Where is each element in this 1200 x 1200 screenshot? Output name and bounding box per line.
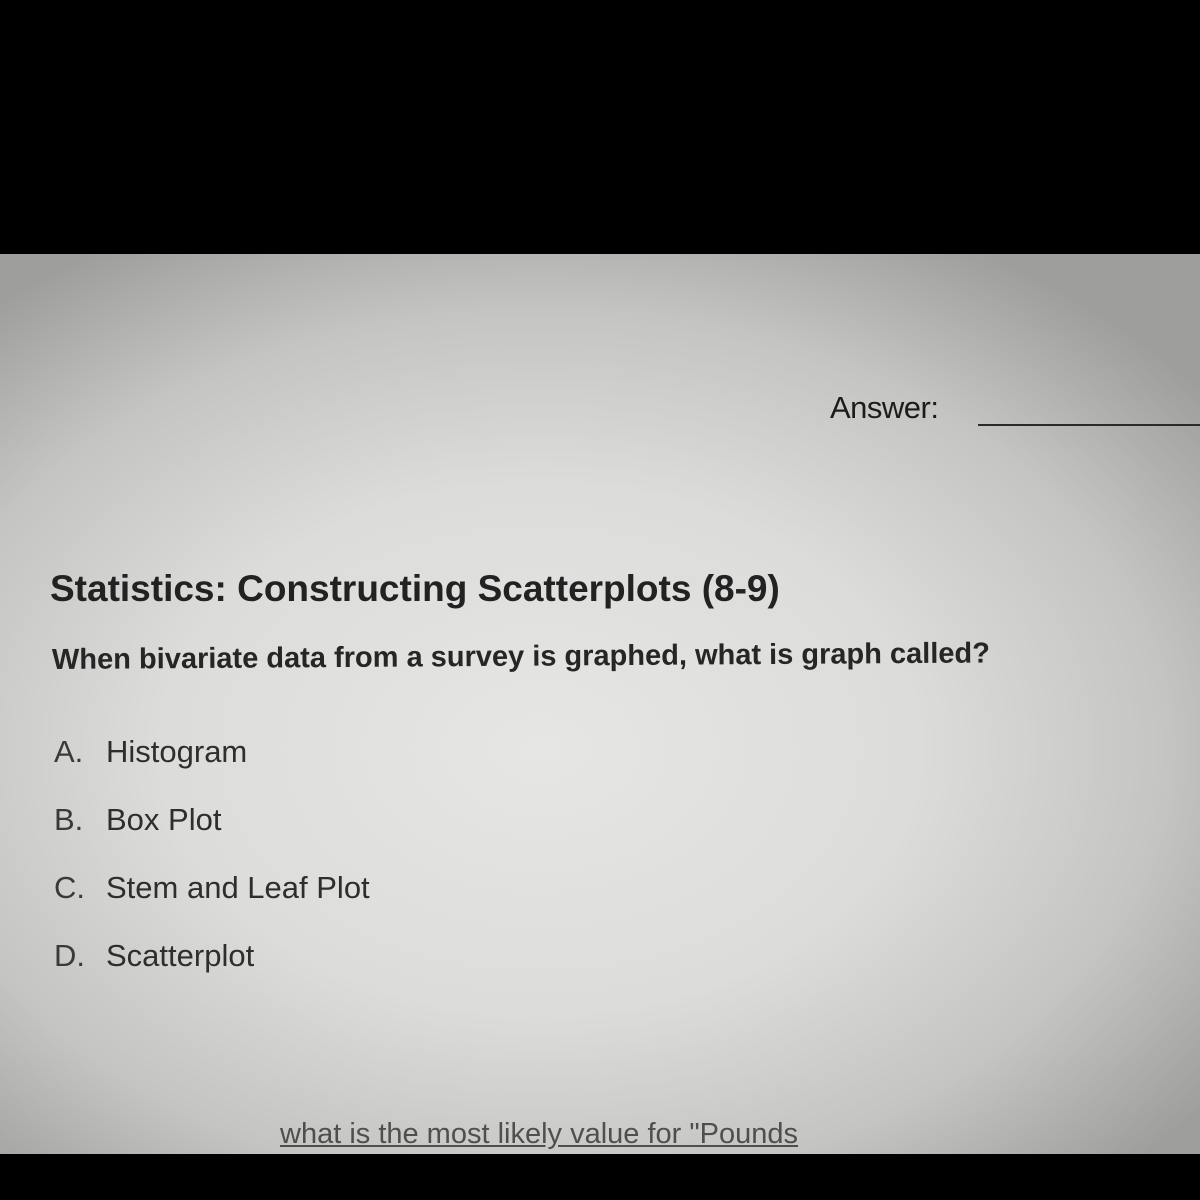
option-text: Stem and Leaf Plot: [106, 870, 370, 905]
option-b: [54, 800, 370, 868]
option-text: Box Plot: [106, 802, 222, 837]
answer-blank-line: [978, 424, 1200, 426]
option-d: [54, 936, 370, 1004]
option-letter: D.: [54, 938, 85, 973]
worksheet-screen: [0, 254, 1200, 1154]
answer-label: Answer:: [830, 390, 939, 425]
option-letter: A.: [54, 734, 84, 769]
option-a: [54, 732, 370, 800]
option-text: Histogram: [106, 734, 248, 769]
bottom-bezel: [0, 1154, 1200, 1200]
question-text: When bivariate data from a survey is graphed, what is graph called?: [51, 637, 991, 676]
option-letter: B.: [54, 802, 84, 837]
section-title: Statistics: Constructing Scatterplots (8-9): [50, 568, 780, 609]
option-letter: C.: [54, 870, 85, 905]
next-question-partial: what is the most likely value for "Pounds: [280, 1118, 799, 1150]
option-c: [54, 868, 370, 936]
answer-options: [54, 732, 370, 1004]
option-text: Scatterplot: [106, 938, 255, 973]
